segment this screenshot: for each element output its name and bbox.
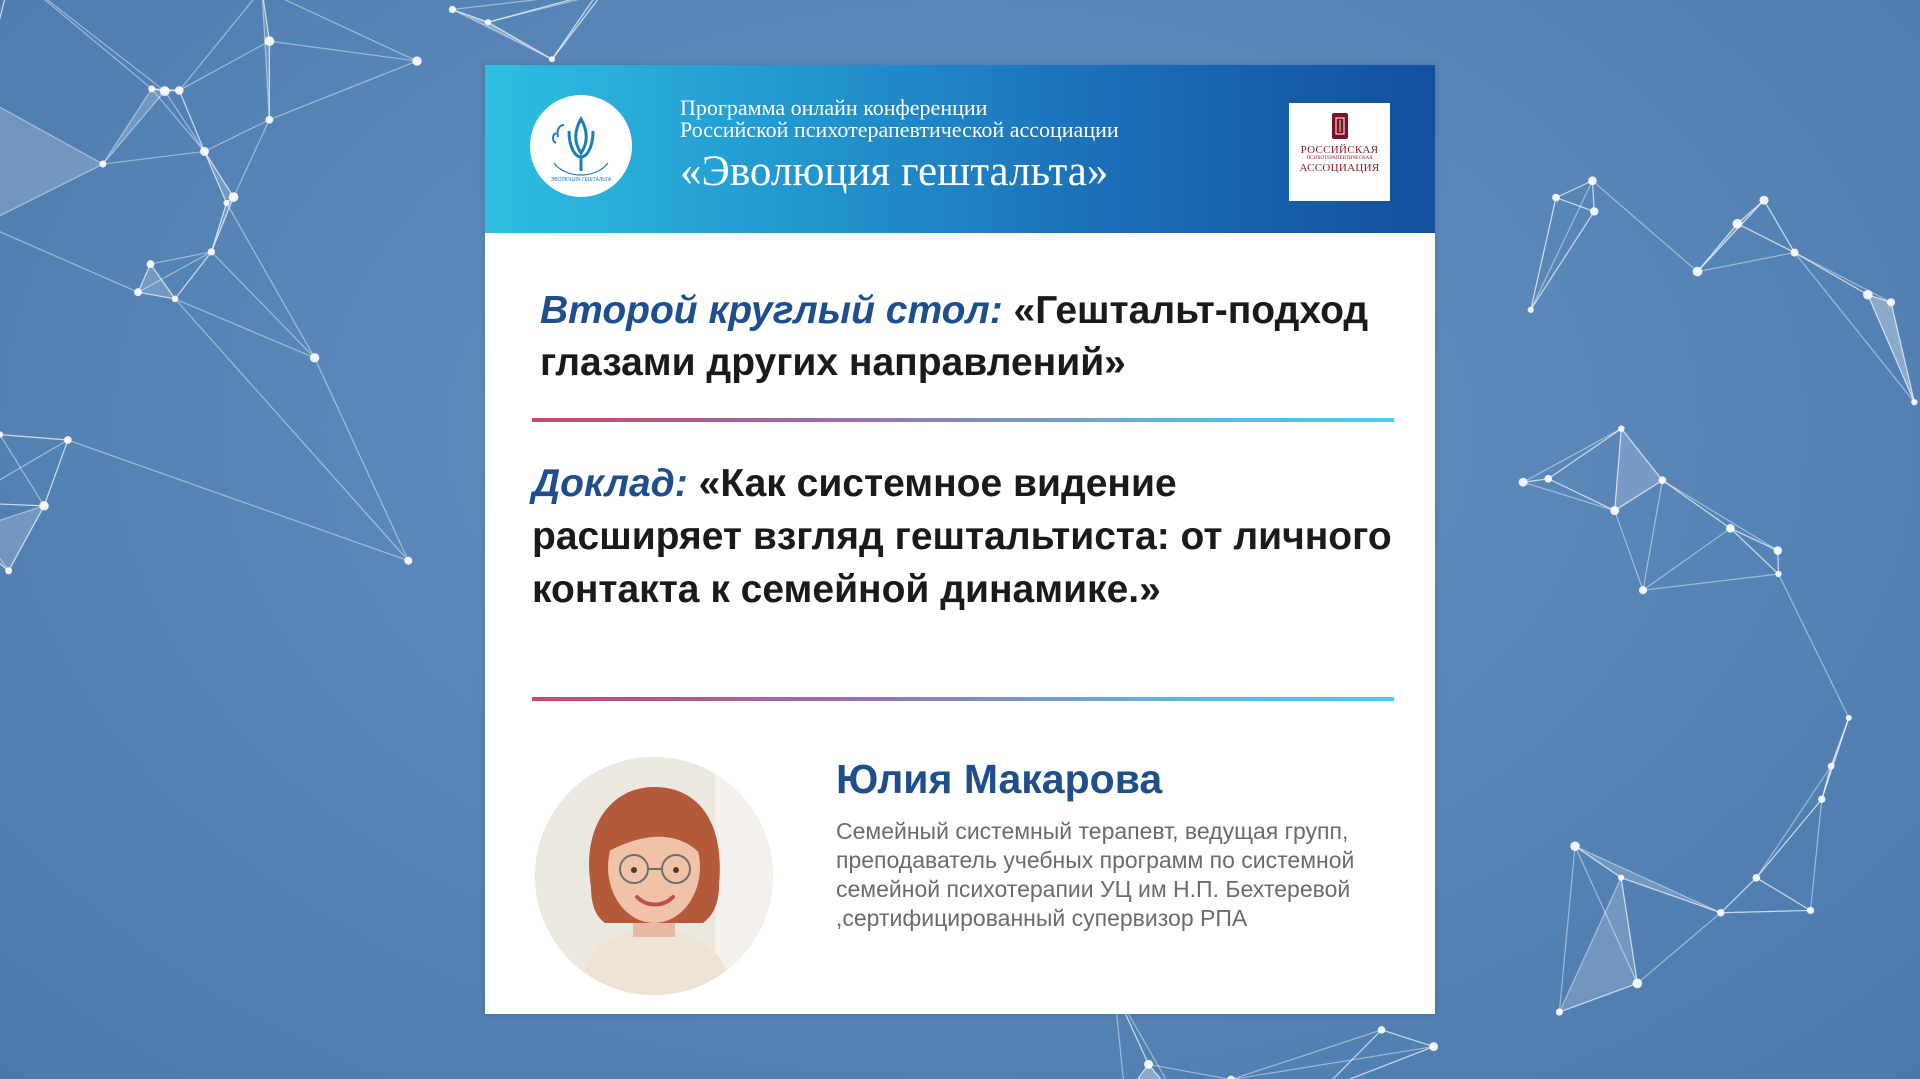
report-label: Доклад: bbox=[532, 462, 688, 505]
conference-card bbox=[485, 65, 1435, 1014]
banner-text bbox=[680, 97, 1250, 197]
speaker-bio: Семейный системный терапевт, ведущая групп, преподаватель учебных программ по системной семейной психотерапии УЦ им Н.П. Бехтеревой ,сертифицированный супервизор РПА bbox=[836, 818, 1355, 931]
round-table-label: Второй круглый стол: bbox=[540, 289, 1003, 332]
divider-top bbox=[532, 418, 1394, 422]
speaker-name: Юлия Макарова bbox=[836, 756, 1163, 802]
speaker-photo bbox=[535, 757, 773, 995]
conference-logo bbox=[530, 95, 632, 197]
speaker-portrait-icon bbox=[535, 757, 773, 995]
round-table-section bbox=[540, 285, 1400, 389]
psi-leaf-icon bbox=[536, 101, 626, 191]
round-table-title: «Гештальт-подход глазами других направлений» bbox=[540, 289, 1369, 384]
rpa-logo bbox=[1289, 103, 1390, 201]
conference-banner bbox=[485, 65, 1435, 233]
conference-logo-text: ЭВОЛЮЦИЯ ГЕШТАЛЬТА bbox=[550, 177, 612, 183]
report-title: «Как системное видение расширяет взгляд гештальтиста: от личного контакта к семейной динамике.» bbox=[532, 462, 1392, 611]
rpa-emblem-icon bbox=[1332, 113, 1348, 139]
rpa-name-line2: ПСИХОТЕРАПЕВТИЧЕСКАЯ bbox=[1306, 156, 1373, 161]
conference-title: «Эволюция гештальта» bbox=[680, 148, 1109, 195]
banner-subtitle-line2: Российской психотерапевтической ассоциации bbox=[680, 117, 1119, 142]
divider-bottom bbox=[532, 697, 1394, 701]
rpa-name-line3: АССОЦИАЦИЯ bbox=[1299, 162, 1380, 174]
rpa-name-line1: РОССИЙСКАЯ bbox=[1300, 144, 1379, 156]
banner-subtitle-line1: Программа онлайн конференции bbox=[680, 95, 988, 120]
report-section bbox=[532, 457, 1392, 616]
